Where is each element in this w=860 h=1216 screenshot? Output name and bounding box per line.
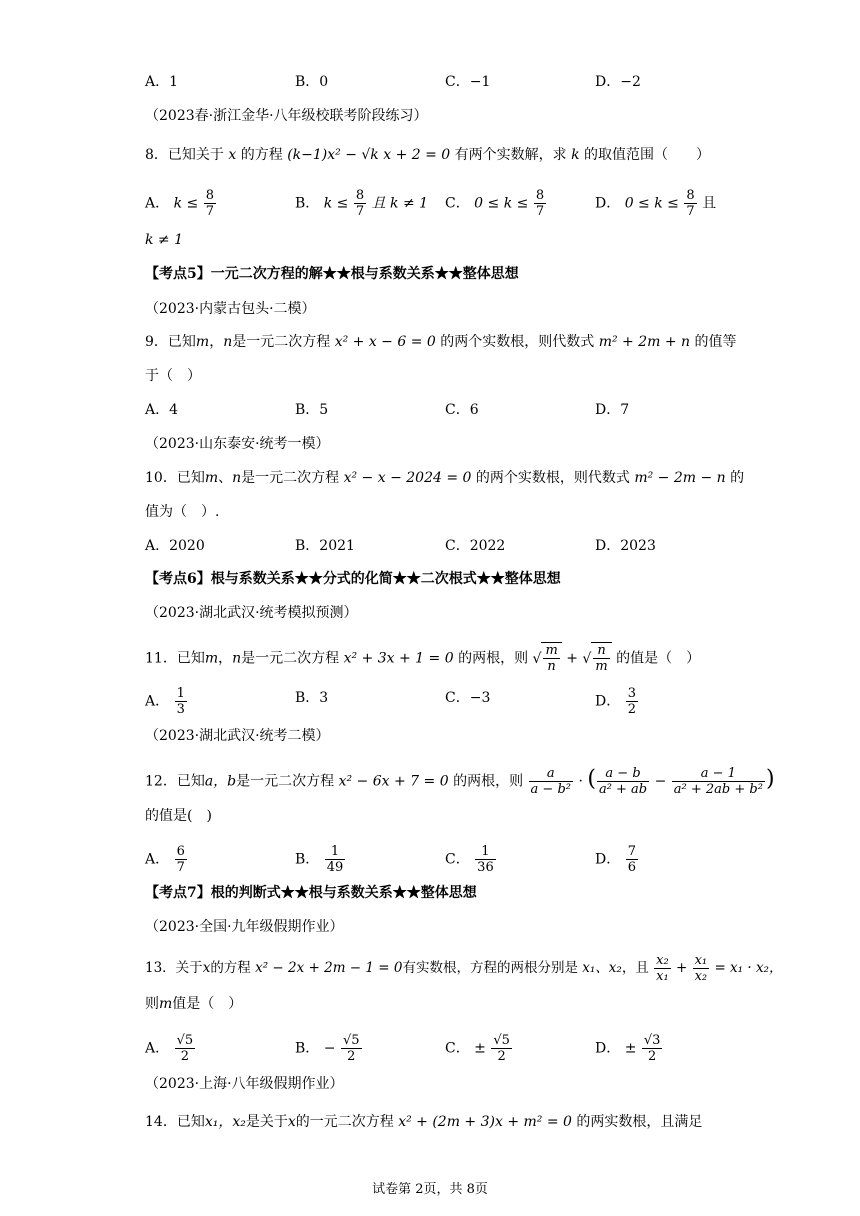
q8-option-d-label: D． xyxy=(595,195,621,212)
q10-stem-line2: 值为（ ）. xyxy=(145,504,220,520)
frac-num: 8 xyxy=(535,188,545,203)
q13-option-d-sign: ± xyxy=(624,1040,637,1057)
q11-option-c: C．−3 xyxy=(445,690,491,706)
q9-var-n: n xyxy=(223,334,233,350)
frac-num: √5 xyxy=(342,1033,360,1048)
q12-option-b xyxy=(295,844,346,875)
q12-vars: a，b xyxy=(204,773,237,790)
q8-equation: (k−1)x² − √k x + 2 = 0 xyxy=(287,147,451,163)
frac-den: 3 xyxy=(176,702,185,717)
q14-text-d: 的两实数根，且满足 xyxy=(576,1114,703,1130)
frac-den: 2 xyxy=(347,1049,356,1064)
q9-stem-line2: 于（ ） xyxy=(145,368,201,384)
q9-option-c: C．6 xyxy=(445,402,479,418)
q13-option-c-label: C． xyxy=(445,1040,470,1057)
frac-den: a − b² xyxy=(530,782,571,797)
q8-option-a-rel: k ≤ xyxy=(173,195,199,212)
q10-text-d: 的 xyxy=(730,470,745,486)
q12-fraction-2 xyxy=(597,766,649,797)
frac-den: a² + ab xyxy=(598,782,648,797)
q8-var-k: k xyxy=(571,147,580,163)
q8-option-a-fraction xyxy=(204,188,216,219)
q13-text-c: 有实数根，方程的两根分别是 xyxy=(402,960,578,976)
q11-option-d-label: D． xyxy=(595,693,621,710)
frac-num: 7 xyxy=(627,844,636,859)
q11-source: （2023·湖北武汉·统考模拟预测） xyxy=(145,605,358,621)
q11-text-a: 11．已知 xyxy=(145,650,205,667)
q12-option-d-fraction xyxy=(626,844,638,875)
frac-den: 2 xyxy=(648,1049,657,1064)
q11-var-n: n xyxy=(232,650,242,667)
q13-option-b-fraction xyxy=(341,1033,362,1064)
q13-option-c xyxy=(445,1033,513,1064)
q13-text-f: 值是（ ） xyxy=(172,996,243,1012)
q12-stem-line2: 的值是( ) xyxy=(145,808,212,824)
q8-option-d-tail: 且 xyxy=(702,195,717,212)
page-footer: 试卷第 2页，共 8页 xyxy=(372,1182,488,1197)
q13-text-b: 的方程 xyxy=(210,960,251,976)
q8-stem-prefix: 8．已知关于 xyxy=(145,147,224,163)
q9-text-a: 9．已知 xyxy=(145,334,196,350)
q8-option-b xyxy=(295,188,428,219)
q8-option-a-label: A． xyxy=(145,195,170,212)
q7-option-c: C．−1 xyxy=(445,74,491,90)
q8-option-c-rel: 0 ≤ k ≤ xyxy=(474,195,529,212)
frac-num: 1 xyxy=(176,686,185,701)
q12-option-b-fraction xyxy=(325,844,346,875)
frac-num: 3 xyxy=(627,686,636,701)
frac-num: n xyxy=(593,643,609,659)
q13-option-b-label: B． xyxy=(295,1040,320,1057)
q12-fraction-3 xyxy=(672,766,765,797)
q12-text-a: 12．已知 xyxy=(145,773,205,790)
q10-option-c: C．2022 xyxy=(445,538,506,554)
q13-stem-line2 xyxy=(145,994,242,1014)
q12-option-c-label: C． xyxy=(445,851,470,868)
q13-text-d: ，且 xyxy=(621,960,649,976)
frac-den: 49 xyxy=(326,860,344,875)
q10-stem xyxy=(145,468,744,488)
frac-den: 7 xyxy=(535,204,545,219)
q14-roots: x₁，x₂ xyxy=(204,1114,246,1130)
q11-sqrt-2: √ $\frac{n}{m}$ xyxy=(582,651,611,667)
q14-equation: x² + (2m + 3)x + m² = 0 xyxy=(398,1114,572,1130)
q13-var-m: m xyxy=(159,996,173,1012)
q14-var-x: x xyxy=(287,1114,296,1130)
q11-sqrt-1: √ $\frac{m}{n}$ xyxy=(533,651,562,667)
frac-num: a xyxy=(529,766,573,782)
q12-equation: x² − 6x + 7 = 0 xyxy=(338,773,449,790)
kaodian-6-heading: 【考点6】根与系数关系★★分式的化简★★二次根式★★整体思想 xyxy=(145,571,561,587)
frac-num: 6 xyxy=(176,844,185,859)
frac-num: √5 xyxy=(176,1033,194,1048)
q8-option-d-fraction xyxy=(684,188,696,219)
q12-option-a-label: A． xyxy=(145,851,170,868)
kaodian-7-heading: 【考点7】根的判断式★★根与系数关系★★整体思想 xyxy=(145,885,477,901)
q12-stem: 12．已知a，b是一元二次方程 x² − 6x + 7 = 0 的两根，则 $\frac{a}{\text{a − b²}}$ · ( $\frac{a - b}{\text{a² + ab}}$ − $\frac{a - 1}{\text{a² + 2ab + b²}}$ ) xyxy=(145,766,775,797)
q13-option-b-sign: − xyxy=(323,1040,336,1057)
q10-text-c: 的两个实数根，则代数式 xyxy=(475,470,630,486)
q9-text-c: 的两个实数根，则代数式 xyxy=(440,334,595,350)
q13-source: （2023·全国·九年级假期作业） xyxy=(145,919,344,935)
q8-option-b-tail: 且 k ≠ 1 xyxy=(371,195,429,212)
q12-option-a xyxy=(145,844,188,875)
q10-sep: 、 xyxy=(218,470,233,486)
q11-plus: + xyxy=(566,650,578,667)
q12-minus: − xyxy=(654,773,667,790)
q8-option-b-label: B． xyxy=(295,195,320,212)
q10-option-d: D．2023 xyxy=(595,538,656,554)
q13-option-a xyxy=(145,1033,196,1064)
q12-option-b-label: B． xyxy=(295,851,320,868)
q8-source: （2023春·浙江金华·八年级校联考阶段练习） xyxy=(145,108,428,124)
q13-option-c-fraction xyxy=(491,1033,512,1064)
q10-text-a: 10．已知 xyxy=(145,470,205,486)
q10-option-b: B．2021 xyxy=(295,538,355,554)
frac-num: 8 xyxy=(686,188,695,203)
frac-den: 6 xyxy=(627,860,636,875)
q8-option-a xyxy=(145,188,217,219)
q13-option-b xyxy=(295,1033,363,1064)
frac-num: a − 1 xyxy=(672,766,765,782)
q12-source: （2023·湖北武汉·统考二模） xyxy=(145,728,330,744)
frac-den: 7 xyxy=(686,204,695,219)
frac-den: m xyxy=(595,659,608,674)
q9-option-d: D．7 xyxy=(595,402,630,418)
q11-option-b: B．3 xyxy=(295,690,329,706)
q9-option-b: B．5 xyxy=(295,402,329,418)
q11-var-m: m xyxy=(204,650,219,667)
q13-roots: x₁、x₂ xyxy=(582,960,622,976)
q8-option-c-fraction xyxy=(534,188,546,219)
q12-fraction-1 xyxy=(529,766,573,797)
frac-num: 1 xyxy=(475,844,496,860)
q9-var-m: m xyxy=(195,334,210,350)
q10-var-m: m xyxy=(204,470,219,486)
q11-option-a-fraction xyxy=(175,686,187,717)
frac-den: 7 xyxy=(176,860,185,875)
q12-option-d xyxy=(595,844,639,875)
q13-plus: + xyxy=(675,960,688,976)
q8-option-c-label: C． xyxy=(445,195,470,212)
frac-den: 7 xyxy=(355,204,365,219)
frac-den: 7 xyxy=(205,204,214,219)
q13-option-a-fraction xyxy=(175,1033,196,1064)
q10-option-a: A．2020 xyxy=(145,538,205,554)
q14-text-b: 是关于 xyxy=(245,1114,288,1130)
q12-text-b: 是一元二次方程 xyxy=(236,773,335,790)
frac-num: 1 xyxy=(325,844,346,860)
frac-num: √3 xyxy=(643,1033,661,1048)
frac-den: 2 xyxy=(180,1049,189,1064)
kaodian-5-heading: 【考点5】一元二次方程的解★★根与系数关系★★整体思想 xyxy=(145,266,519,282)
q13-option-d xyxy=(595,1033,663,1064)
frac-den: 2 xyxy=(497,1049,506,1064)
q11-option-a xyxy=(145,686,188,717)
q10-var-n: n xyxy=(232,470,242,486)
frac-den: n xyxy=(547,659,556,674)
q12-text-c: 的两根，则 xyxy=(453,773,524,790)
q9-equation: x² + x − 6 = 0 xyxy=(334,334,436,350)
q9-option-a: A．4 xyxy=(145,402,179,418)
q8-option-d-wrap: k ≠ 1 xyxy=(145,232,184,248)
frac-den: 36 xyxy=(477,860,494,875)
q13-stem xyxy=(145,953,782,984)
q11-equation: x² + 3x + 1 = 0 xyxy=(343,650,454,667)
q9-expression: m² + 2m + n xyxy=(598,334,691,350)
frac-num: x₂ xyxy=(656,953,669,968)
q9-text-d: 的值等 xyxy=(694,334,737,350)
q11-text-c: 的两根，则 xyxy=(458,650,529,667)
q11-text-d: 的值是（ ） xyxy=(616,650,701,667)
frac-den: a² + 2ab + b² xyxy=(673,782,763,797)
q8-option-c xyxy=(445,188,547,219)
q9-text-b: 是一元二次方程 xyxy=(232,334,331,350)
q7-option-d: D．−2 xyxy=(595,74,641,90)
frac-den: 2 xyxy=(627,702,636,717)
q11-option-a-label: A． xyxy=(145,693,170,710)
frac-num: √5 xyxy=(493,1033,510,1048)
q11-stem xyxy=(145,642,700,674)
q13-var-x: x xyxy=(202,960,211,976)
q8-stem-end: 的取值范围（ ） xyxy=(584,147,711,163)
q14-stem xyxy=(145,1112,702,1132)
q12-dot: · xyxy=(578,773,583,790)
q8-option-b-rel: k ≤ xyxy=(323,195,349,212)
frac-num: x₁ xyxy=(694,953,708,968)
q13-fraction-1 xyxy=(654,953,671,984)
q13-equation: x² − 2x + 2m − 1 = 0 xyxy=(255,960,403,976)
q14-text-a: 14．已知 xyxy=(145,1114,205,1130)
q11-option-d-fraction xyxy=(626,686,638,717)
q12-option-a-fraction xyxy=(175,844,187,875)
q13-text-e: 则 xyxy=(145,996,159,1012)
frac-den: x₂ xyxy=(694,969,708,984)
q12-option-d-label: D． xyxy=(595,851,621,868)
q13-option-c-sign: ± xyxy=(474,1040,486,1057)
q8-stem xyxy=(145,145,710,165)
q8-option-d xyxy=(595,188,716,219)
q11-option-d xyxy=(595,686,639,717)
q13-option-d-fraction xyxy=(642,1033,663,1064)
q8-stem-mid: 的方程 xyxy=(240,147,283,163)
q9-stem xyxy=(145,332,737,352)
q7-option-b: B．0 xyxy=(295,74,329,90)
frac-den: x₁ xyxy=(656,969,669,984)
q11-text-b: 是一元二次方程 xyxy=(241,650,340,667)
q13-rhs: = x₁ · x₂， xyxy=(714,960,783,976)
q11-sep: ， xyxy=(218,650,233,667)
q14-text-c: 的一元二次方程 xyxy=(295,1114,394,1130)
q13-text-a: 13．关于 xyxy=(145,960,203,976)
q8-option-b-fraction xyxy=(354,188,366,219)
frac-num: 8 xyxy=(355,188,365,203)
frac-num: m xyxy=(545,643,558,658)
q12-option-c xyxy=(445,844,497,875)
q8-option-d-rel: 0 ≤ k ≤ xyxy=(624,195,679,212)
q10-text-b: 是一元二次方程 xyxy=(241,470,340,486)
q9-source: （2023·内蒙古包头·二模） xyxy=(145,301,316,317)
q12-option-c-fraction xyxy=(475,844,496,875)
q13-option-a-label: A． xyxy=(145,1040,170,1057)
q8-stem-suffix: 有两个实数解，求 xyxy=(454,147,567,163)
q9-sep: ， xyxy=(209,334,224,350)
q14-source: （2023·上海·八年级假期作业） xyxy=(145,1076,344,1092)
q13-option-d-label: D． xyxy=(595,1040,621,1057)
q10-equation: x² − x − 2024 = 0 xyxy=(343,470,472,486)
frac-num: 8 xyxy=(205,188,214,203)
q8-var-x: x xyxy=(228,147,237,163)
frac-num: a − b xyxy=(597,766,649,782)
q10-source: （2023·山东泰安·统考一模） xyxy=(145,436,330,452)
q13-fraction-2 xyxy=(693,953,710,984)
q10-expression: m² − 2m − n xyxy=(634,470,726,486)
q7-option-a: A．1 xyxy=(145,74,179,90)
